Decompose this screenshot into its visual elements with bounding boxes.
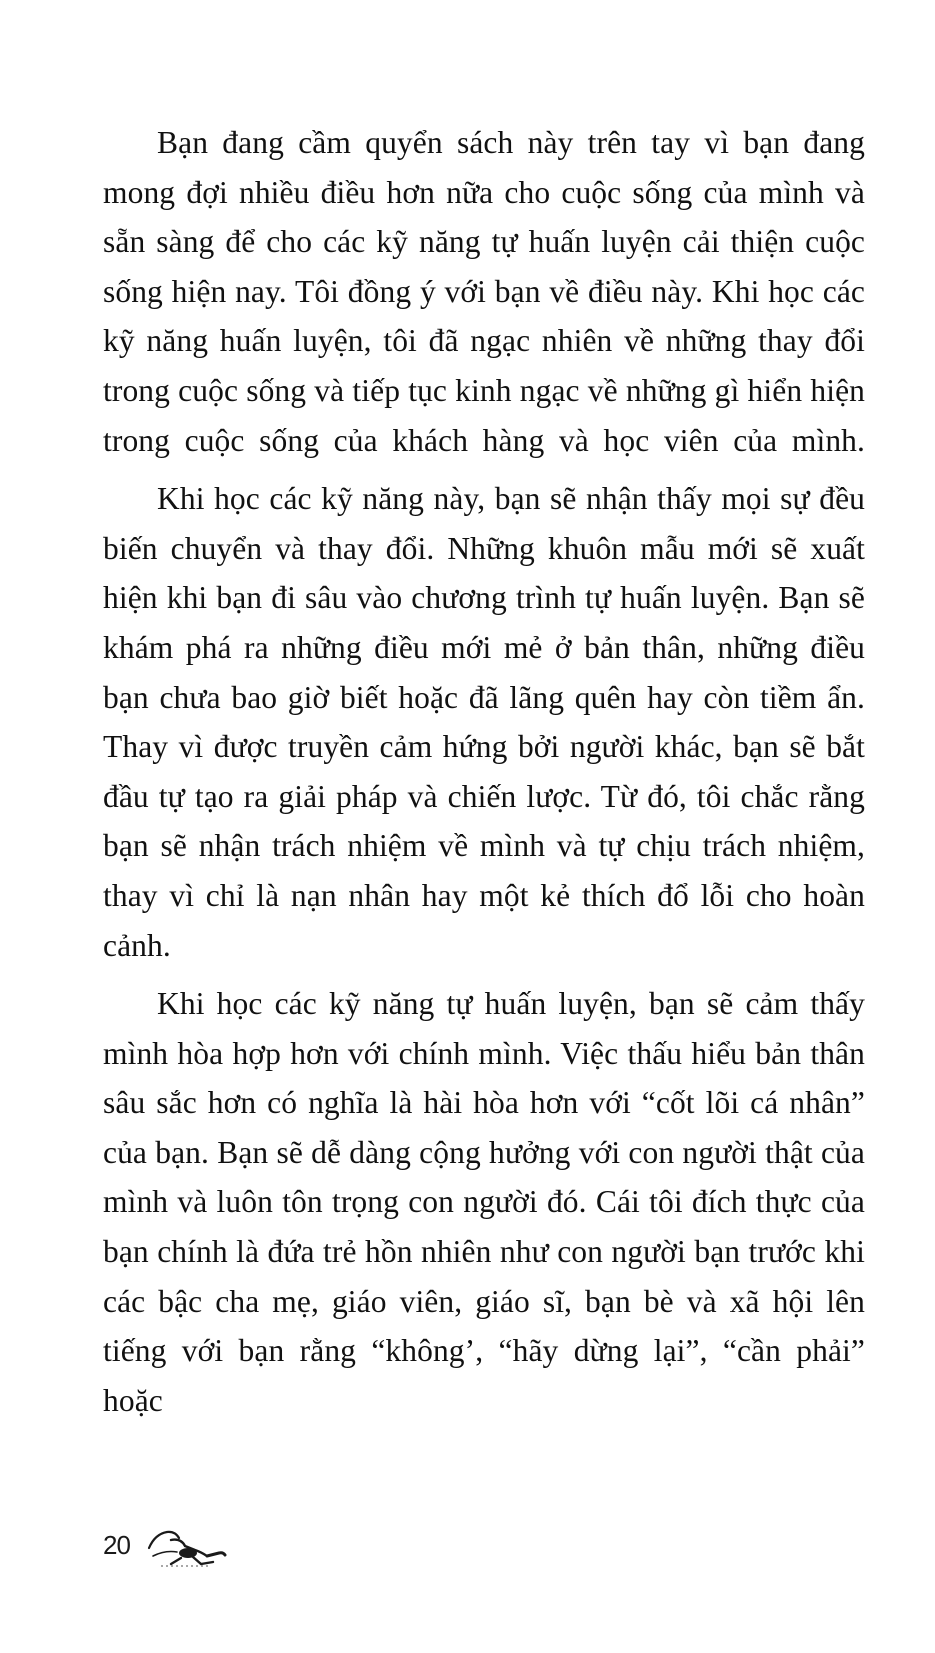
paragraph-1: Bạn đang cầm quyển sách này trên tay vì bạn đang mong đợi nhiều điều hơn nữa cho cuộc sống của mình và sẵn sàng để cho các kỹ năng tự huấn luyện cải thiện cuộc sống hiện nay. Tôi đồng ý với bạn về điều này. Khi học các kỹ năng huấn luyện, tôi đã ngạc nhiên về những thay đổi trong cuộc sống và tiếp tục kinh ngạc về những gì hiển hiện trong cuộc sống của khách hàng và học viên của mình.: [103, 125, 865, 458]
page-footer: [103, 1520, 303, 1570]
runner-figure-icon: [141, 1520, 231, 1570]
page-number: 20: [103, 1530, 130, 1560]
paragraph-3: Khi học các kỹ năng tự huấn luyện, bạn sẽ cảm thấy mình hòa hợp hơn với chính mình. Việc thấu hiểu bản thân sâu sắc hơn có nghĩa là hài hòa hơn với “cốt lõi cá nhân” của bạn. Bạn sẽ dễ dàng cộng hưởng với con người thật của mình và luôn tôn trọng con người đó. Cái tôi đích thực của bạn chính là đứa trẻ hồn nhiên như con người bạn trước khi các bậc cha mẹ, giáo viên, giáo sĩ, bạn bè và xã hội lên tiếng với bạn rằng “không’, “hãy dừng lại”, “cần phải” hoặc: [103, 986, 865, 1418]
body-text: [103, 118, 865, 1434]
paragraph-2: Khi học các kỹ năng này, bạn sẽ nhận thấy mọi sự đều biến chuyển và thay đổi. Những khuôn mẫu mới sẽ xuất hiện khi bạn đi sâu vào chương trình tự huấn luyện. Bạn sẽ khám phá ra những điều mới mẻ ở bản thân, những điều bạn chưa bao giờ biết hoặc đã lãng quên hay còn tiềm ẩn. Thay vì được truyền cảm hứng bởi người khác, bạn sẽ bắt đầu tự tạo ra giải pháp và chiến lược. Từ đó, tôi chắc rằng bạn sẽ nhận trách nhiệm về mình và tự chịu trách nhiệm, thay vì chỉ là nạn nhân hay một kẻ thích đổ lỗi cho hoàn cảnh.: [103, 481, 865, 963]
